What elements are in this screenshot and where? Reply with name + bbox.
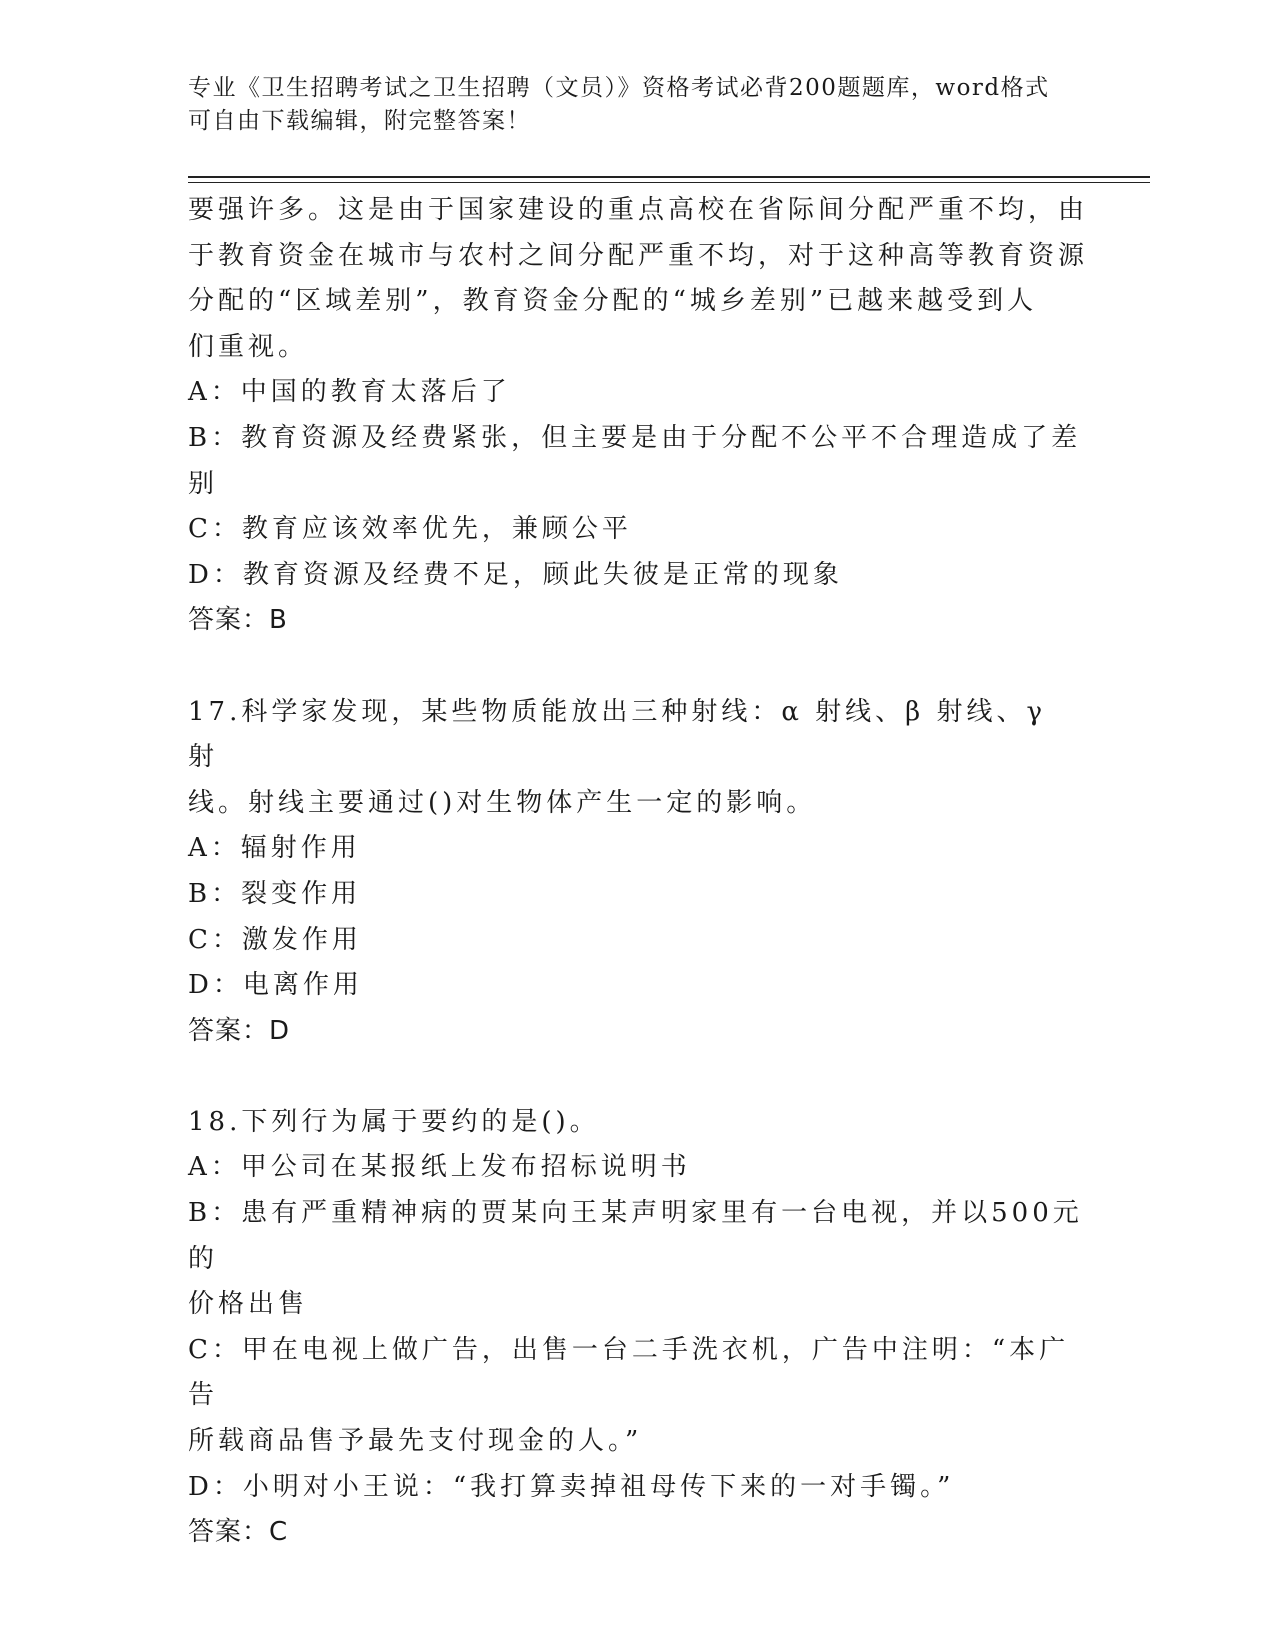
header-title-line-1: 专业《卫生招聘考试之卫生招聘（文员）》资格考试必背200题题库，word格式 [188,75,1050,101]
question-text-line: 们重视。 [188,331,309,362]
question-text-line: 18.下列行为属于要约的是()。 [188,1106,600,1137]
question-18 [188,1100,1088,1556]
option-d: D：电离作用 [188,970,363,1001]
option-d: D：教育资源及经费不足，顾此失彼是正常的现象 [188,559,843,590]
option-b: B：裂变作用 [188,878,362,909]
question-text-line: 分配的“区域差别”，教育资金分配的“城乡差别”已越来越受到人 [188,286,1038,317]
option-b-continued: 价格出售 [188,1289,309,1320]
header-rule-thin [188,182,1150,183]
question-body [188,188,1088,1556]
question-text-line: 17.科学家发现，某些物质能放出三种射线：α 射线、β 射线、γ 射 [188,696,1047,773]
option-a: A：中国的教育太落后了 [188,377,511,408]
option-c: C：甲在电视上做广告，出售一台二手洗衣机，广告中注明：“本广告 [188,1334,1070,1411]
option-a: A：辐射作用 [188,833,361,864]
page-header [188,72,1068,138]
answer-line: 答案：B [188,605,288,636]
question-gap [188,644,1088,690]
question-text-line: 要强许多。这是由于国家建设的重点高校在省际间分配严重不均，由 [188,195,1089,225]
answer-line: 答案：D [188,1015,291,1046]
question-gap [188,1054,1088,1100]
question-17 [188,690,1088,1055]
option-c: C：激发作用 [188,924,362,955]
header-rule-thick [188,176,1150,178]
option-d: D：小明对小王说：“我打算卖掉祖母传下来的一对手镯。” [188,1471,955,1502]
option-b: B：教育资源及经费紧张，但主要是由于分配不公平不合理造成了差别 [188,422,1082,499]
option-c: C：教育应该效率优先，兼顾公平 [188,514,632,545]
answer-line: 答案：C [188,1517,289,1548]
option-a: A：甲公司在某报纸上发布招标说明书 [188,1152,691,1183]
question-16-continued [188,188,1088,644]
question-text-line: 线。射线主要通过()对生物体产生一定的影响。 [188,787,817,818]
question-text-line: 于教育资金在城市与农村之间分配严重不均，对于这种高等教育资源 [188,240,1089,271]
option-c-continued: 所载商品售予最先支付现金的人。” [188,1426,643,1457]
option-b: B：患有严重精神病的贾某向王某声明家里有一台电视，并以500元的 [188,1198,1083,1274]
header-title-line-2: 可自由下载编辑，附完整答案！ [188,108,531,134]
